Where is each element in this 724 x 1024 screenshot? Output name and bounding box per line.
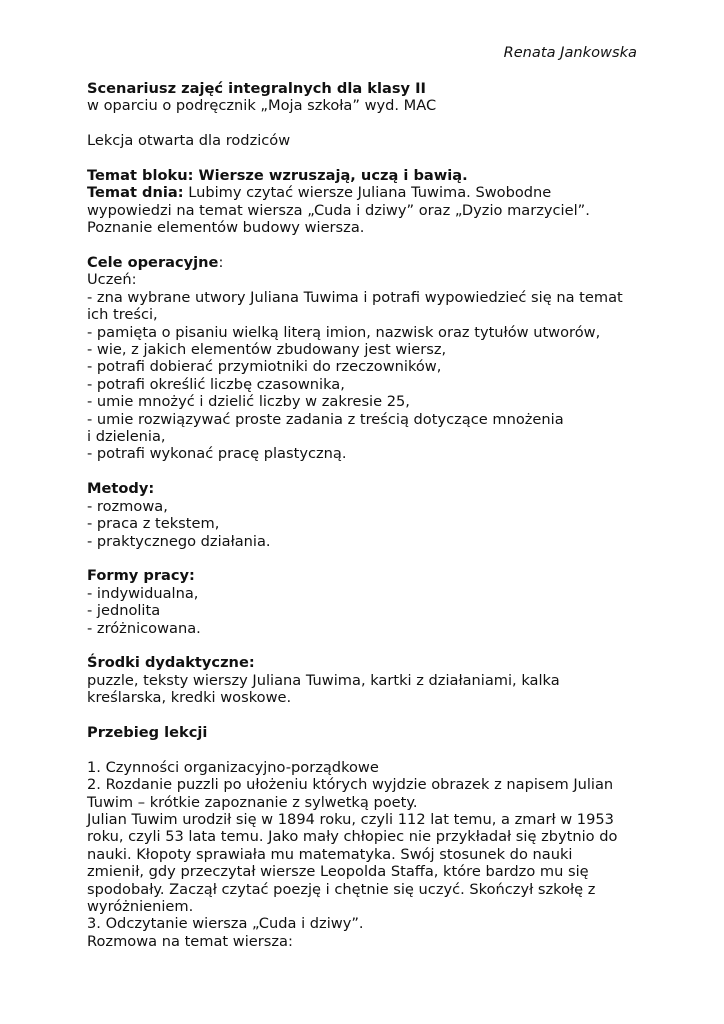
materials-heading (87, 654, 647, 671)
course-line: wyróżnieniem. (87, 897, 194, 915)
list-item: - rozmowa, (87, 497, 168, 515)
spacer (87, 637, 647, 654)
forms-heading (87, 567, 647, 584)
list-item: - potrafi dobierać przymiotniki do rzeczowników, (87, 358, 442, 376)
materials-line: puzzle, teksty wierszy Juliana Tuwima, kartki z działaniami, kalka (87, 671, 560, 689)
list-item: - pamięta o pisaniu wielką literą imion, nazwisk oraz tytułów utworów, (87, 323, 601, 341)
goals-heading (87, 254, 647, 271)
list-item: - indywidualna, (87, 584, 199, 602)
block-topic (87, 167, 647, 184)
methods-list (87, 498, 647, 550)
course-line: spodobały. Zaczął czytać poezję i chętnie się uczyć. Skończył szkołę z (87, 880, 596, 898)
spacer (87, 115, 647, 132)
course-line: Tuwim – krótkie zapoznanie z sylwetką poety. (87, 793, 418, 811)
list-item: - zna wybrane utwory Juliana Tuwima i potrafi wypowiedzieć się na temat (87, 288, 623, 306)
author-name: Renata Jankowska (503, 44, 637, 61)
spacer (87, 150, 647, 167)
spacer (87, 550, 647, 567)
forms-list (87, 585, 647, 637)
list-item: - potrafi wykonać pracę plastyczną. (87, 445, 347, 463)
document-title (87, 80, 647, 97)
day-topic-text: Lubimy czytać wiersze Juliana Tuwima. Swobodne (183, 184, 552, 202)
course-line: nauki. Kłopoty sprawiała mu matematyka. Swój stosunek do nauki (87, 845, 573, 863)
day-topic-line: wypowiedzi na temat wiersza „Cuda i dziwy” oraz „Dyzio marzyciel”. (87, 201, 590, 219)
list-item: - zróżnicowana. (87, 619, 201, 637)
spacer (87, 237, 647, 254)
forms-heading-text: Formy pracy: (87, 567, 195, 585)
course-line: zmienił, gdy przeczytał wiersze Leopolda Staffa, które bardzo mu się (87, 863, 589, 881)
goals-heading-colon: : (218, 254, 224, 272)
course-line: roku, czyli 53 lata temu. Jako mały chłopiec nie przykładał się zbytnio do (87, 828, 618, 846)
title-text: Scenariusz zajęć integralnych dla klasy II (87, 80, 426, 97)
document-body (87, 80, 647, 950)
course-line: Rozmowa na temat wiersza: (87, 932, 293, 950)
spacer (87, 707, 647, 724)
course-line: 1. Czynności organizacyjno-porządkowe (87, 758, 379, 776)
materials-heading-text: Środki dydaktyczne: (87, 654, 255, 672)
list-item: - potrafi określić liczbę czasownika, (87, 375, 345, 393)
list-item: - umie mnożyć i dzielić liczby w zakresie 25, (87, 393, 410, 411)
course-line: Julian Tuwim urodził się w 1894 roku, czyli 112 lat temu, a zmarł w 1953 (87, 810, 614, 828)
list-item: - praca z tekstem, (87, 515, 220, 533)
list-item: i dzielenia, (87, 428, 166, 446)
list-item: - umie rozwiązywać proste zadania z treścią dotyczące mnożenia (87, 410, 564, 428)
course-line: 3. Odczytanie wiersza „Cuda i dziwy”. (87, 915, 364, 933)
course-line: 2. Rozdanie puzzli po ułożeniu których wyjdzie obrazek z napisem Julian (87, 776, 614, 794)
day-topic (87, 184, 647, 201)
spacer (87, 463, 647, 480)
course-body (87, 759, 647, 950)
block-topic-text: Temat bloku: Wiersze wzruszają, uczą i bawią. (87, 167, 468, 184)
course-heading (87, 724, 647, 741)
day-topic-label: Temat dnia: (87, 184, 184, 202)
document-subtitle: w oparciu o podręcznik „Moja szkoła” wyd. MAC (87, 97, 437, 115)
methods-heading (87, 480, 647, 497)
course-heading-text: Przebieg lekcji (87, 723, 208, 741)
list-item: - wie, z jakich elementów zbudowany jest wiersz, (87, 341, 447, 359)
goals-heading-text: Cele operacyjne (87, 254, 219, 272)
list-item: - praktycznego działania. (87, 532, 271, 550)
spacer (87, 741, 647, 758)
goals-intro: Uczeń: (87, 271, 137, 289)
day-topic-line: Poznanie elementów budowy wiersza. (87, 219, 365, 237)
list-item: - jednolita (87, 602, 161, 620)
methods-heading-text: Metody: (87, 480, 155, 498)
list-item: ich treści, (87, 306, 158, 324)
goals-list (87, 289, 647, 463)
materials-line: kreślarska, kredki woskowe. (87, 689, 292, 707)
lesson-type: Lekcja otwarta dla rodziców (87, 132, 291, 150)
